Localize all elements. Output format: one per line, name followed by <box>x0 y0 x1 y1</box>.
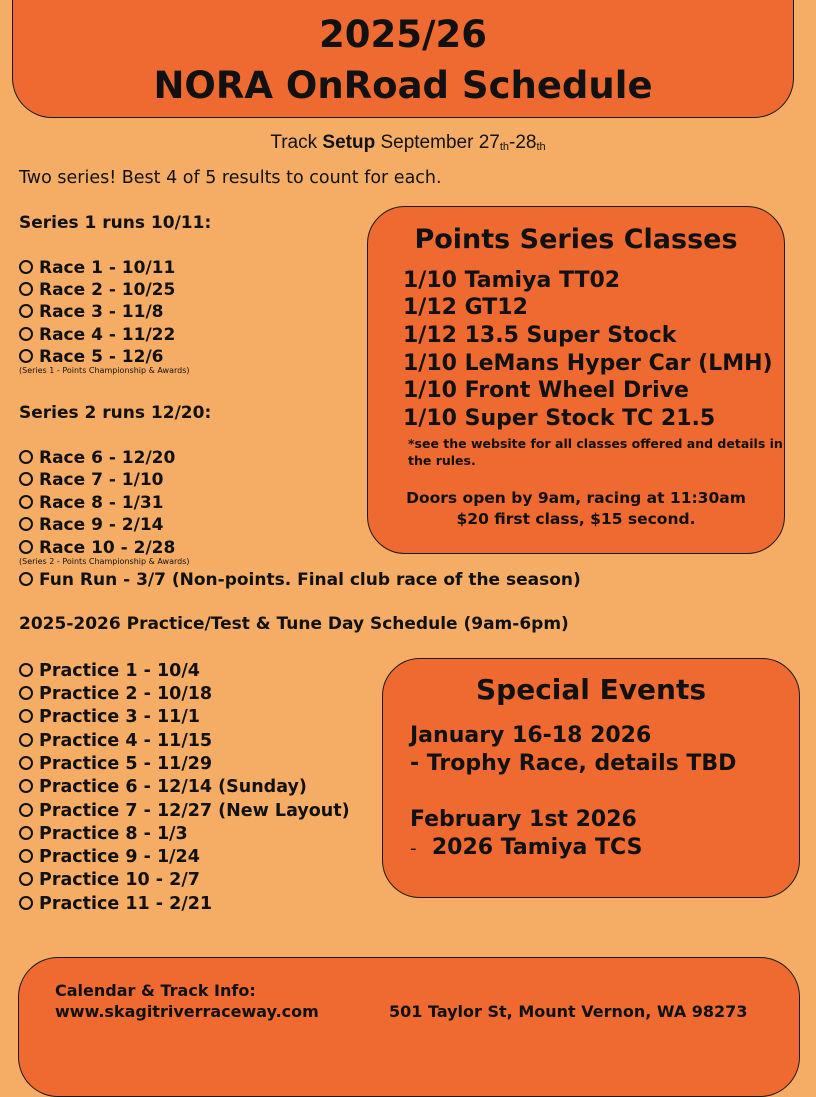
practice-label: Practice 6 - 12/14 (Sunday) <box>39 777 307 797</box>
series2-heading: Series 2 runs 12/20: <box>19 403 212 423</box>
list-item <box>19 846 200 868</box>
circle-bullet-icon <box>19 495 33 509</box>
list-item <box>19 492 164 514</box>
setup-word: Setup <box>322 132 376 153</box>
website-link[interactable]: www.skagitriverraceway.com <box>55 1002 319 1021</box>
circle-bullet-icon <box>19 540 33 554</box>
event2-dash: - <box>410 838 417 859</box>
fun-run-label: Fun Run - 3/7 (Non-points. Final club race of the season) <box>39 570 581 590</box>
class-item: 1/10 Front Wheel Drive <box>403 378 689 403</box>
list-item <box>19 301 164 323</box>
setup-date: September 27 <box>380 132 500 153</box>
circle-bullet-icon <box>19 282 33 296</box>
track-address: 501 Taylor St, Mount Vernon, WA 98273 <box>389 1002 748 1021</box>
practice-label: Practice 11 - 2/21 <box>39 894 213 914</box>
circle-bullet-icon <box>19 472 33 486</box>
class-item: 1/12 13.5 Super Stock <box>403 323 677 348</box>
class-item: 1/12 GT12 <box>403 295 528 320</box>
practice-label: Practice 9 - 1/24 <box>39 847 200 867</box>
race-label: Race 6 - 12/20 <box>39 448 176 468</box>
circle-bullet-icon <box>19 872 33 886</box>
practice-label: Practice 10 - 2/7 <box>39 870 200 890</box>
circle-bullet-icon <box>19 450 33 464</box>
doors-open-text: Doors open by 9am, racing at 11:30am <box>406 489 746 507</box>
list-item <box>19 776 307 798</box>
entry-fees-text: $20 first class, $15 second. <box>456 510 696 528</box>
track-setup-line <box>0 132 816 154</box>
list-item <box>19 537 175 559</box>
list-item <box>19 279 175 301</box>
special-events-title: Special Events <box>476 673 706 706</box>
list-item <box>19 753 212 775</box>
list-item <box>19 346 164 368</box>
classes-note: *see the website for all classes offered and details in the rules. <box>408 436 783 468</box>
event1-description: - Trophy Race, details TBD <box>410 751 737 776</box>
list-item <box>19 324 175 346</box>
list-item <box>19 823 188 845</box>
practice-label: Practice 2 - 10/18 <box>39 684 213 704</box>
series2-note: (Series 2 - Points Championship & Awards) <box>19 557 190 566</box>
race-label: Race 3 - 11/8 <box>39 302 164 322</box>
circle-bullet-icon <box>19 779 33 793</box>
race-label: Race 2 - 10/25 <box>39 280 176 300</box>
setup-prefix: Track <box>270 132 318 153</box>
circle-bullet-icon <box>19 733 33 747</box>
event2-date: February 1st 2026 <box>410 807 637 832</box>
list-item <box>19 257 175 279</box>
circle-bullet-icon <box>19 686 33 700</box>
class-item: 1/10 Super Stock TC 21.5 <box>403 406 716 431</box>
setup-suffix-a: th <box>499 141 510 153</box>
list-item <box>19 514 164 536</box>
list-item <box>19 660 200 682</box>
list-item <box>19 800 350 822</box>
practice-label: Practice 5 - 11/29 <box>39 754 213 774</box>
circle-bullet-icon <box>19 304 33 318</box>
setup-suffix-b: th <box>536 141 546 153</box>
fun-run-item <box>19 569 581 591</box>
list-item <box>19 730 212 752</box>
race-label: Race 1 - 10/11 <box>39 258 176 278</box>
race-label: Race 4 - 11/22 <box>39 325 176 345</box>
circle-bullet-icon <box>19 260 33 274</box>
circle-bullet-icon <box>19 327 33 341</box>
class-item: 1/10 LeMans Hyper Car (LMH) <box>403 351 773 376</box>
event1-date: January 16-18 2026 <box>410 723 652 748</box>
circle-bullet-icon <box>19 517 33 531</box>
season-year: 2025/26 <box>319 13 487 56</box>
circle-bullet-icon <box>19 803 33 817</box>
practice-label: Practice 8 - 1/3 <box>39 824 188 844</box>
footer-panel <box>18 957 800 1097</box>
intro-text: Two series! Best 4 of 5 results to count for each. <box>19 168 442 188</box>
circle-bullet-icon <box>19 826 33 840</box>
list-item <box>19 893 212 915</box>
circle-bullet-icon <box>19 756 33 770</box>
list-item <box>19 706 200 728</box>
page-title: NORA OnRoad Schedule <box>153 64 653 107</box>
practice-label: Practice 3 - 11/1 <box>39 707 200 727</box>
practice-label: Practice 7 - 12/27 (New Layout) <box>39 801 350 821</box>
footer-label: Calendar & Track Info: <box>55 981 256 1000</box>
race-label: Race 8 - 1/31 <box>39 493 164 513</box>
list-item <box>19 683 212 705</box>
circle-bullet-icon <box>19 572 33 586</box>
circle-bullet-icon <box>19 849 33 863</box>
circle-bullet-icon <box>19 349 33 363</box>
race-label: Race 9 - 2/14 <box>39 515 164 535</box>
event2-line <box>410 834 642 863</box>
series1-note: (Series 1 - Points Championship & Awards) <box>19 366 190 375</box>
list-item <box>19 869 200 891</box>
setup-date-end: -28 <box>509 132 537 153</box>
class-item: 1/10 Tamiya TT02 <box>403 268 621 293</box>
circle-bullet-icon <box>19 663 33 677</box>
race-label: Race 7 - 1/10 <box>39 470 164 490</box>
series1-heading: Series 1 runs 10/11: <box>19 213 212 233</box>
circle-bullet-icon <box>19 896 33 910</box>
race-label: Race 10 - 2/28 <box>39 538 176 558</box>
circle-bullet-icon <box>19 709 33 723</box>
practice-label: Practice 1 - 10/4 <box>39 661 200 681</box>
list-item <box>19 469 164 491</box>
race-label: Race 5 - 12/6 <box>39 347 164 367</box>
points-classes-title: Points Series Classes <box>414 224 738 255</box>
practice-heading: 2025-2026 Practice/Test & Tune Day Schedule (9am-6pm) <box>19 614 569 634</box>
practice-label: Practice 4 - 11/15 <box>39 731 213 751</box>
list-item <box>19 447 175 469</box>
event2-description: 2026 Tamiya TCS <box>431 835 643 860</box>
